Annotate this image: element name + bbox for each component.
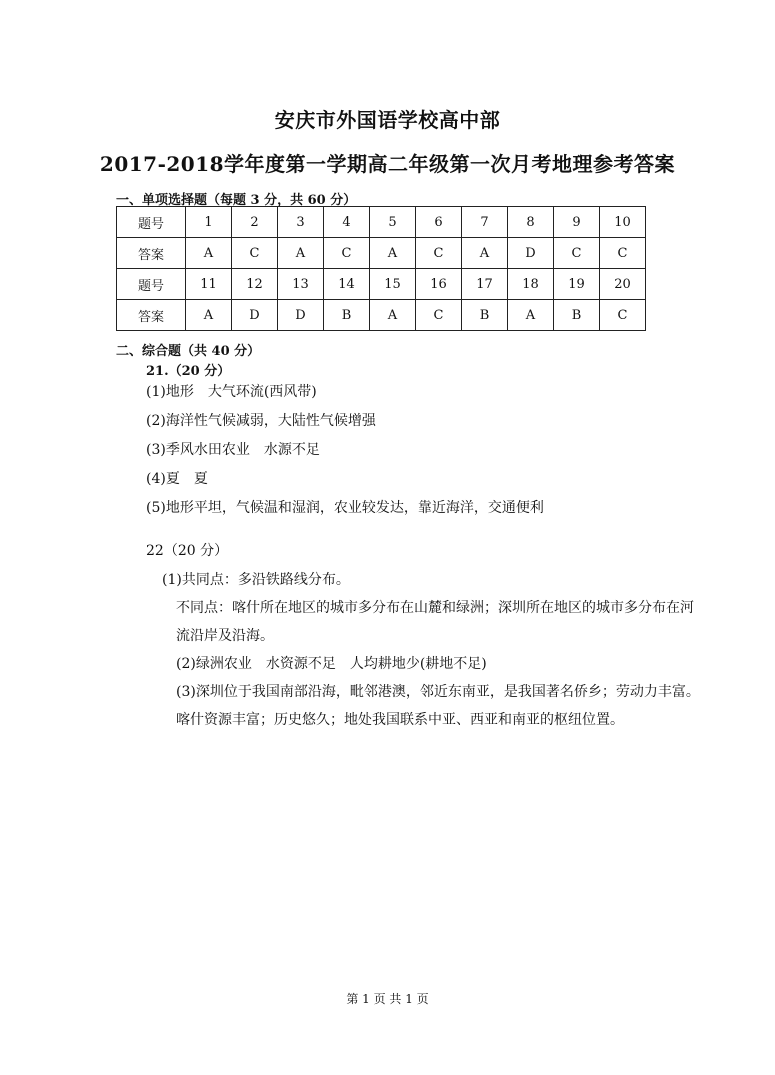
school-title: 安庆市外国语学校高中部 [274,108,501,132]
q22-answer-line-5: (3)深圳位于我国南部沿海，毗邻港澳，邻近东南亚，是我国著名侨乡；劳动力丰富。 [176,684,700,700]
table-cell-answer: A [370,300,416,331]
row-label-question: 题号 [117,269,186,300]
table-cell-answer: A [186,238,232,269]
table-cell-answer: C [324,238,370,269]
q21-answer-line-1: (1)地形 大气环流(西风带) [146,384,317,400]
q21-answer-line-4: (4)夏 夏 [146,471,208,487]
question-22-heading: 22（20 分） [146,543,229,559]
row-label-answer: 答案 [117,238,186,269]
exam-title: 2017-2018学年度第一学期高二年级第一次月考地理参考答案 [99,152,676,176]
table-cell-answer: D [278,300,324,331]
table-cell-answer: A [278,238,324,269]
table-cell-number: 17 [462,269,508,300]
q22-answer-line-6: 喀什资源丰富；历史悠久；地处我国联系中亚、西亚和南亚的枢纽位置。 [176,712,624,728]
q21-answer-line-3: (3)季风水田农业 水源不足 [146,442,320,458]
table-row [117,207,646,238]
table-cell-number: 1 [186,207,232,238]
table-cell-number: 2 [232,207,278,238]
table-cell-answer: B [462,300,508,331]
table-cell-number: 4 [324,207,370,238]
q22-answer-line-1: (1)共同点：多沿铁路线分布。 [162,572,350,588]
table-cell-number: 16 [416,269,462,300]
table-row [117,300,646,331]
row-label-question: 题号 [117,207,186,238]
table-row [117,238,646,269]
table-cell-answer: C [600,238,646,269]
table-cell-answer: A [508,300,554,331]
q22-answer-line-4: (2)绿洲农业 水资源不足 人均耕地少(耕地不足) [176,656,487,672]
table-cell-answer: C [600,300,646,331]
table-cell-answer: A [370,238,416,269]
table-cell-number: 7 [462,207,508,238]
table-cell-number: 13 [278,269,324,300]
table-cell-answer: C [554,238,600,269]
table-cell-number: 5 [370,207,416,238]
table-cell-number: 14 [324,269,370,300]
page-footer: 第 1 页 共 1 页 [346,992,429,1006]
table-cell-answer: D [232,300,278,331]
table-cell-number: 15 [370,269,416,300]
table-cell-answer: D [508,238,554,269]
table-cell-number: 9 [554,207,600,238]
table-cell-number: 11 [186,269,232,300]
table-cell-number: 19 [554,269,600,300]
table-cell-answer: B [324,300,370,331]
table-cell-number: 8 [508,207,554,238]
answer-table [116,206,646,331]
table-cell-number: 3 [278,207,324,238]
table-cell-number: 6 [416,207,462,238]
table-cell-answer: C [232,238,278,269]
table-cell-number: 20 [600,269,646,300]
table-cell-number: 12 [232,269,278,300]
q22-answer-line-2: 不同点：喀什所在地区的城市多分布在山麓和绿洲；深圳所在地区的城市多分布在河 [176,600,694,616]
table-cell-answer: C [416,238,462,269]
q21-answer-line-5: (5)地形平坦，气候温和湿润，农业较发达，靠近海洋，交通便利 [146,500,544,516]
table-cell-answer: B [554,300,600,331]
table-cell-number: 18 [508,269,554,300]
question-21-heading: 21.（20 分） [146,364,231,379]
q22-answer-line-3: 流沿岸及沿海。 [176,628,274,644]
section2-heading: 二、综合题（共 40 分） [116,344,261,359]
table-cell-answer: C [416,300,462,331]
table-cell-answer: A [462,238,508,269]
table-row [117,269,646,300]
answer-table-wrapper [116,206,646,331]
row-label-answer: 答案 [117,300,186,331]
section1-heading: 一、单项选择题（每题 3 分，共 60 分） [116,193,357,208]
table-cell-number: 10 [600,207,646,238]
table-cell-answer: A [186,300,232,331]
q21-answer-line-2: (2)海洋性气候减弱，大陆性气候增强 [146,413,376,429]
